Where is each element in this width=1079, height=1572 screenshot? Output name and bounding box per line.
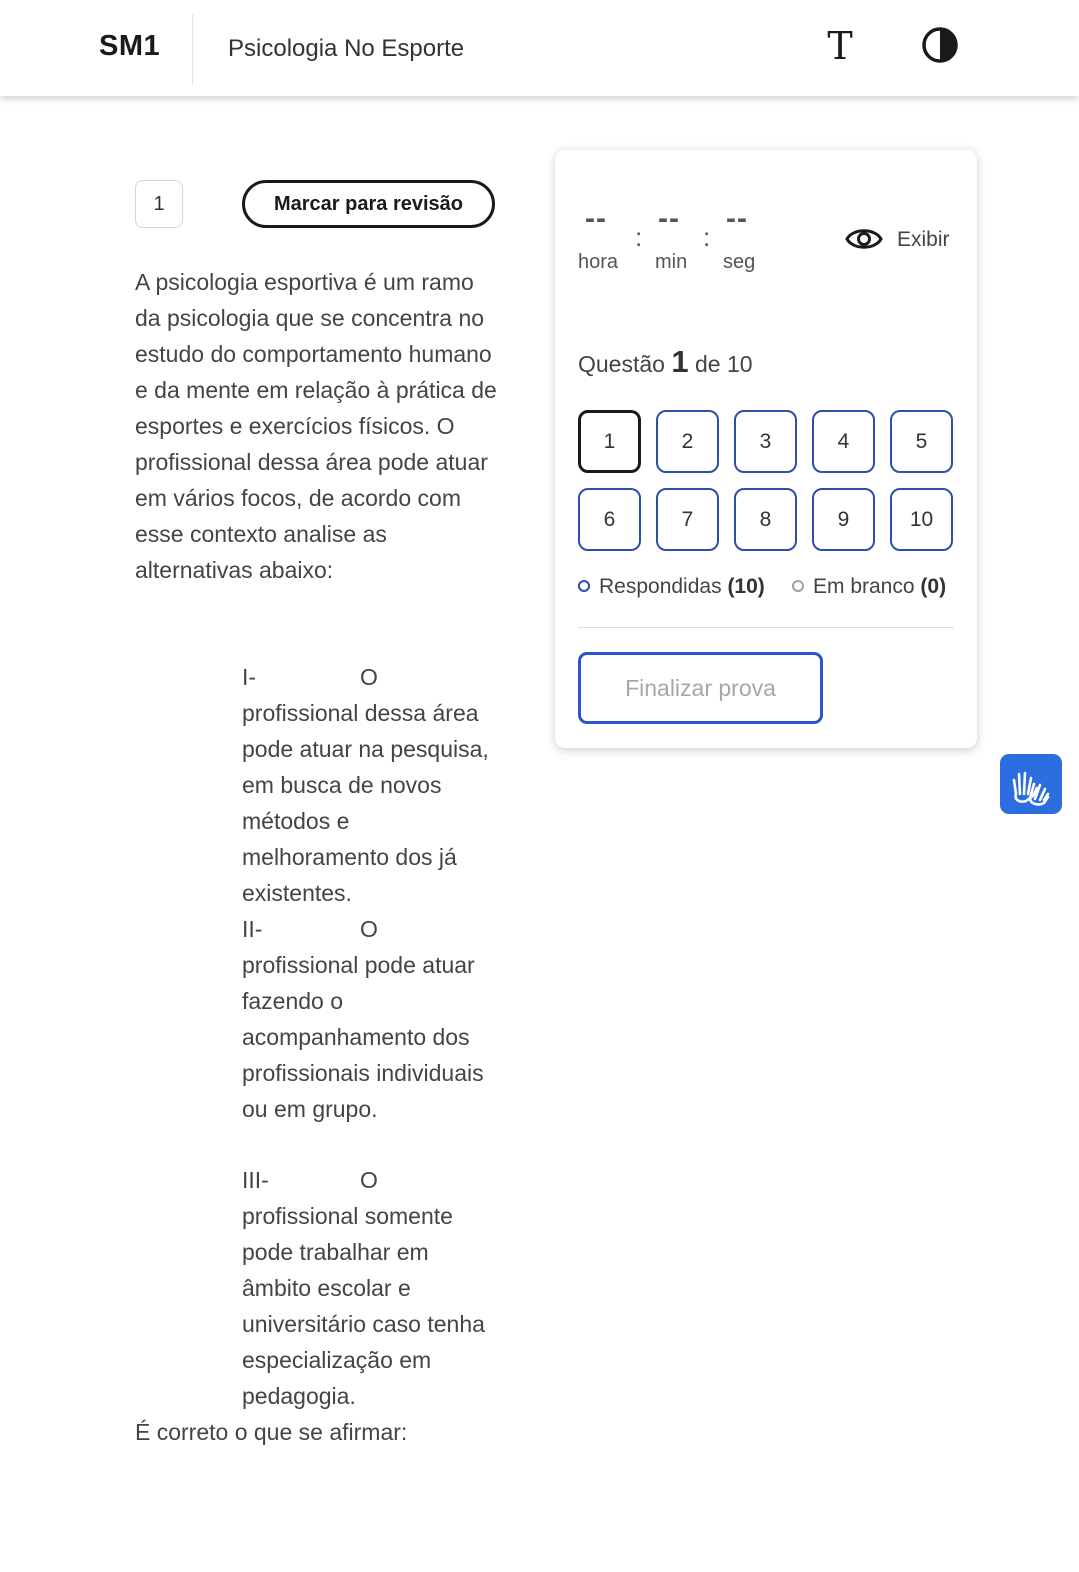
statement-text: O profissional somente pode trabalhar em âmbito escolar e universitário caso tenha especialização em pedagogia. bbox=[242, 1167, 485, 1409]
legend-answered-count: (10) bbox=[727, 575, 765, 598]
timer-separator: : bbox=[635, 222, 643, 252]
timer-minutes-label: min bbox=[655, 251, 688, 273]
question-nav-button-9[interactable]: 9 bbox=[812, 488, 875, 551]
question-nav-button-10[interactable]: 10 bbox=[890, 488, 953, 551]
mark-for-review-button[interactable]: Marcar para revisão bbox=[242, 180, 495, 228]
legend-blank bbox=[792, 575, 946, 599]
top-header bbox=[0, 0, 1079, 96]
timer-hours: -- bbox=[585, 202, 607, 235]
statement-item bbox=[242, 1162, 500, 1414]
timer-separator: : bbox=[703, 222, 711, 252]
app-logo: SM1 bbox=[99, 30, 161, 62]
sign-language-hands-icon[interactable] bbox=[1000, 754, 1062, 814]
statement-roman: III- bbox=[242, 1167, 269, 1193]
contrast-icon[interactable] bbox=[920, 25, 960, 65]
statement-item bbox=[242, 659, 500, 911]
font-size-icon[interactable]: T bbox=[827, 24, 853, 68]
show-timer-label: Exibir bbox=[897, 228, 950, 251]
question-nav-button-1[interactable]: 1 bbox=[578, 410, 641, 473]
statement-item bbox=[242, 911, 500, 1127]
timer-seconds-label: seg bbox=[723, 251, 756, 273]
statement-roman: II- bbox=[242, 916, 263, 942]
timer-hours-label: hora bbox=[578, 251, 619, 273]
panel-divider bbox=[578, 627, 954, 628]
question-nav-button-4[interactable]: 4 bbox=[812, 410, 875, 473]
legend-answered-label: Respondidas bbox=[599, 575, 722, 598]
question-nav-button-6[interactable]: 6 bbox=[578, 488, 641, 551]
answered-dot-icon bbox=[578, 580, 590, 592]
question-nav-button-7[interactable]: 7 bbox=[656, 488, 719, 551]
statement-roman: I- bbox=[242, 664, 257, 690]
question-nav-button-5[interactable]: 5 bbox=[890, 410, 953, 473]
timer-minutes: -- bbox=[658, 202, 680, 235]
course-title: Psicologia No Esporte bbox=[228, 35, 465, 62]
header-divider bbox=[192, 14, 193, 84]
progress-total: 10 bbox=[726, 351, 753, 377]
finish-exam-button[interactable]: Finalizar prova bbox=[578, 652, 823, 724]
question-nav-button-2[interactable]: 2 bbox=[656, 410, 719, 473]
question-nav-button-8[interactable]: 8 bbox=[734, 488, 797, 551]
question-progress bbox=[578, 344, 753, 380]
statement-text: O profissional dessa área pode atuar na pesquisa, em busca de novos métodos e melhoramento dos já existentes. bbox=[242, 664, 489, 906]
legend-blank-count: (0) bbox=[920, 575, 947, 598]
progress-prefix: Questão bbox=[578, 351, 665, 377]
blank-dot-icon bbox=[792, 580, 804, 592]
eye-icon bbox=[845, 224, 883, 259]
exam-panel bbox=[555, 150, 977, 748]
question-text: A psicologia esportiva é um ramo da psicologia que se concentra no estudo do comportamento humano e da mente em relação à prática de esportes e exercícios físicos. O profissional dessa área pode atuar em vários focos, de acordo com esse contexto analise as alternativas abaixo: bbox=[135, 269, 497, 583]
legend-blank-label: Em branco bbox=[813, 575, 915, 598]
legend-answered bbox=[578, 575, 765, 599]
timer-seconds: -- bbox=[726, 202, 748, 235]
progress-current: 1 bbox=[671, 344, 689, 379]
question-prompt: É correto o que se afirmar: bbox=[135, 1419, 408, 1445]
question-number-badge: 1 bbox=[135, 180, 183, 228]
show-timer-button[interactable] bbox=[845, 220, 957, 260]
statement-text: O profissional pode atuar fazendo o acompanhamento dos profissionais individuais ou em grupo. bbox=[242, 916, 484, 1122]
question-nav-button-3[interactable]: 3 bbox=[734, 410, 797, 473]
progress-middle: de bbox=[694, 351, 721, 377]
